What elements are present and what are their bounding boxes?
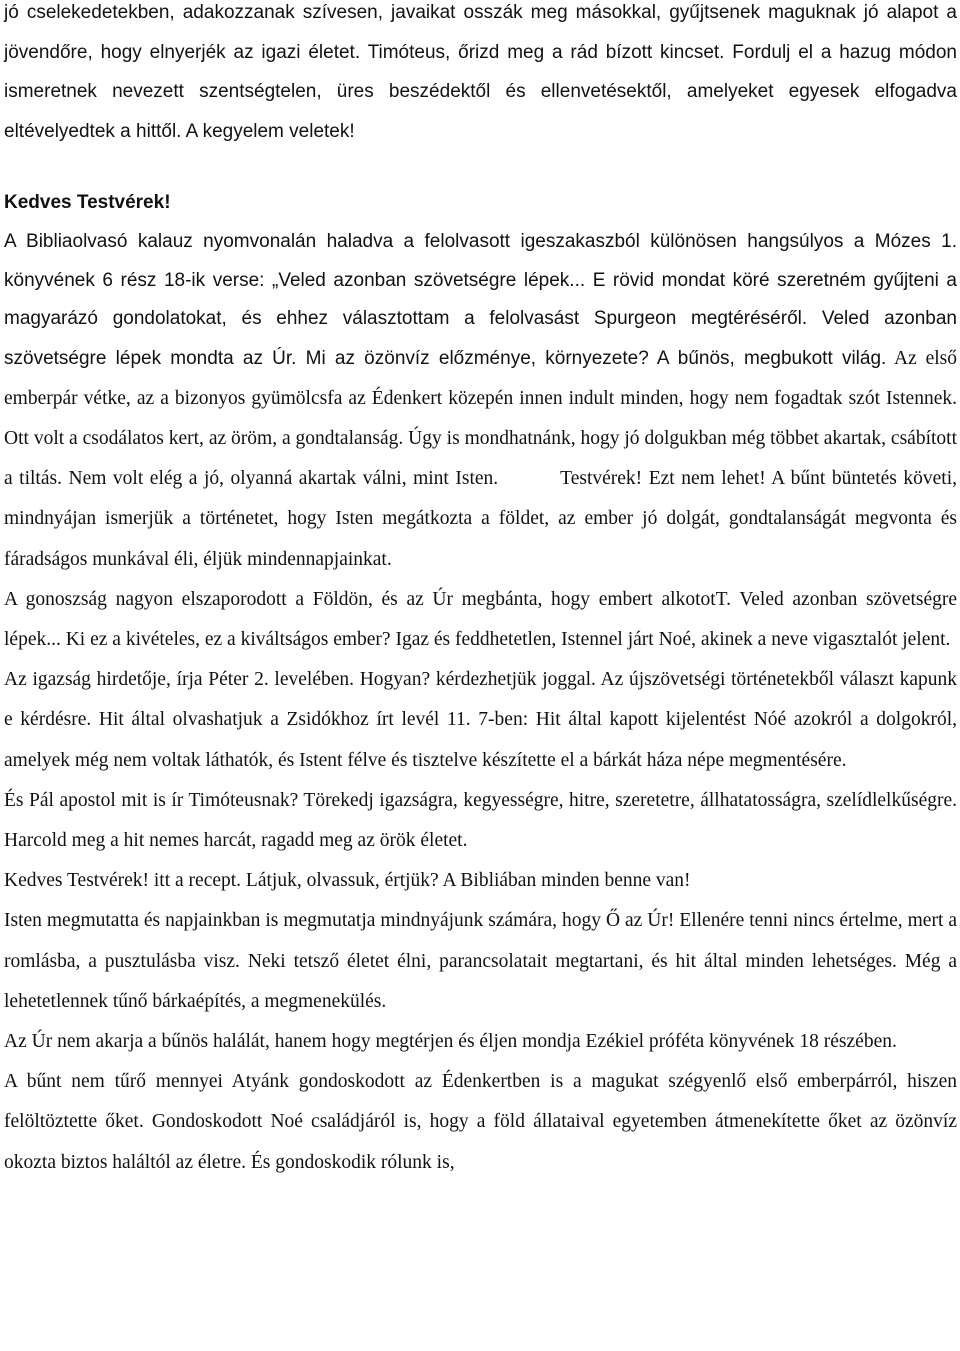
paragraph-care: A bűnt nem tűrő mennyei Atyánk gondoskodott az Édenkertben is a magukat szégyenlő első emberpárról, hiszen felöltöztette őket. Gondoskodott Noé családjáról is, hogy a föld állataival egyetemben átmenekítette őket az özönvíz okozta biztos haláltól az életre. És gondoskodik rólunk is, — [4, 1071, 957, 1173]
paragraph-bible-guide-sans: A Bibliaolvasó kalauz nyomvonalán haladva a felolvasott igeszakaszból különösen hangsúlyos a Mózes 1. könyvének 6 rész 18-ik verse: „Veled azonban szövetségre lépek... E rövid mondat köré szeretném gyűjteni a magyarázó gondolatokat, és ehhez választottam a felolvasást Spurgeon megtéréséről. Veled azonban szövetségre lépek mondta az Úr. Mi az özönvíz előzménye, környezete? A bűnös, megbukott világ. — [4, 231, 957, 369]
paragraph-bible-guide — [4, 223, 957, 580]
section-heading: Kedves Testvérek! — [4, 192, 171, 213]
paragraph-bible-guide-serif-b: Testvérek! Ezt nem lehet! A bűnt büntetés követi, mindnyájan ismerjük a történetet, hogy Isten megátkozta a földet, az ember jó dolgát, gondtalanságát megvonta és fáradságos munkával éli, éljük mindennapjainkat. — [4, 468, 957, 570]
paragraph-god-shows: Isten megmutatta és napjainkban is megmutatja mindnyájunk számára, hogy Ő az Úr! Ellenére tenni nincs értelme, mert a romlásba, a pusztulásba visz. Neki tetsző életet élni, parancsolatait megtartani, és hit által minden lehetséges. Még a lehetetlennek tűnő bárkaépítés, a megmenekülés. — [4, 910, 957, 1012]
paragraph-noah-intro: A gonoszság nagyon elszaporodott a Földön, és az Úr megbánta, hogy embert alkototT. Veled azonban szövetségre lépek... Ki ez a kivételes, ez a kiváltságos ember? Igaz és feddhetetlen, Istennel járt Noé, akinek a neve vigasztalót jelent. — [4, 588, 957, 650]
paragraph-paul-timothy: És Pál apostol mit is ír Timóteusnak? Törekedj igazságra, kegyességre, hitre, szeretetre, állhatatosságra, szelídlelkűségre. Harcold meg a hit nemes harcát, ragadd meg az örök életet. — [4, 789, 957, 851]
paragraph-bible-guide-serif-a: Az első emberpár vétke, az a bizonyos gyümölcsfa az Édenkert közepén innen indult minden, hogy nem fogadtak szót Istennek. Ott volt a csodálatos kert, az öröm, a gondtalanság. Úgy is mondhatnánk, hogy jó dolgukban még többet akartak, csábított a tiltás. Nem volt elég a jó, olyanná akartak válni, mint Isten. — [4, 347, 958, 490]
intro-paragraph: jó cselekedetekben, adakozzanak szívesen, javaikat osszák meg másokkal, gyűjtsenek maguknak jó alapot a jövendőre, hogy elnyerjék az igazi életet. Timóteus, őrizd meg a rád bízott kincset. Fordulj el a hazug módon ismeretnek nevezett szentségtelen, üres beszédektől és ellenvetésektől, amelyeket egyesek elfogadva eltévelyedtek a hittől. A kegyelem veletek! — [4, 2, 957, 142]
paragraph-ezekiel: Az Úr nem akarja a bűnös halálát, hanem hogy megtérjen és éljen mondja Ezékiel próféta könyvének 18 részében. — [4, 1030, 897, 1052]
paragraph-recipe: Kedves Testvérek! itt a recept. Látjuk, olvassuk, értjük? A Bibliában minden benne van! — [4, 870, 691, 892]
paragraph-righteousness: Az igazság hirdetője, írja Péter 2. levelében. Hogyan? kérdezhetjük joggal. Az újszövetségi történetekből választ kapunk e kérdésre. Hit által olvashatjuk a Zsidókhoz írt levél 11. 7-ben: Hit által kapott kijelentést Nóé azokról a dolgokról, amelyek még nem voltak láthatók, és Istent félve és tisztelve készítette el a bárkát háza népe megmentésére. — [4, 669, 957, 771]
